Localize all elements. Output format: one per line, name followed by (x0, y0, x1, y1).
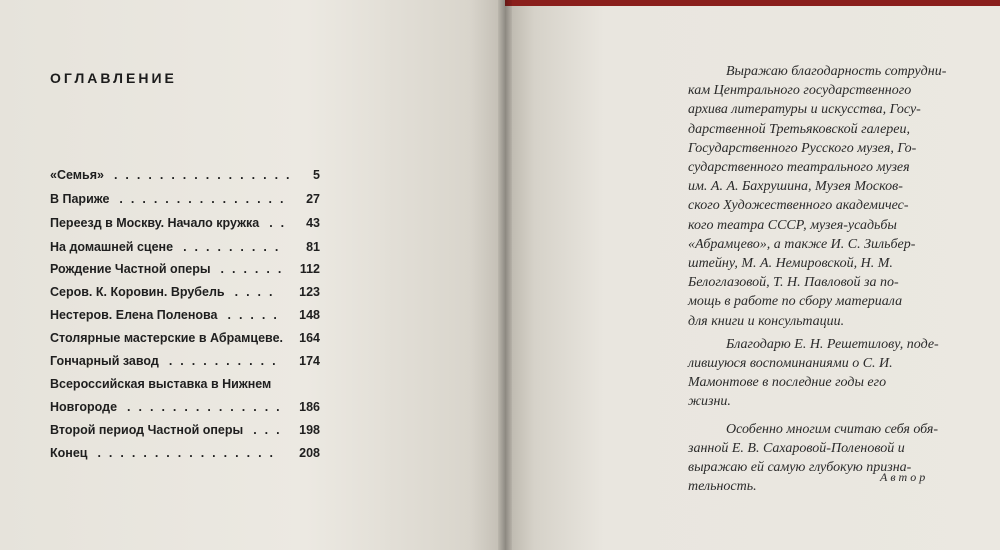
toc-entry (50, 192, 320, 210)
toc-entry-page: 186 (299, 400, 320, 414)
acknowledgement-line: мощь в работе по сбору материала (688, 294, 903, 310)
toc-leader-dots: ................ (97, 446, 282, 460)
acknowledgement-line: сударственного театрального музея (688, 160, 910, 175)
acknowledgement-line: кам Центрального государственного (688, 83, 912, 99)
acknowledgement-line: Мамонтове в последние годы его (688, 375, 887, 391)
acknowledgement-line: штейну, М. А. Немировской, Н. М. (688, 256, 893, 271)
acknowledgement-line: тельность. (688, 479, 757, 495)
toc-entry (50, 240, 320, 258)
toc-leader-dots: ......... (183, 240, 287, 254)
acknowledgement-line: «Абрамцево», а также И. С. Зильбер- (688, 236, 916, 252)
toc-heading: ОГЛАВЛЕНИЕ (50, 70, 177, 86)
toc-entry-title: «Семья» (50, 168, 104, 182)
toc-leader-dots: .... (234, 285, 281, 299)
acknowledgement-line: им. А. А. Бахрушина, Музея Москов- (688, 179, 903, 195)
toc-entry-page: 174 (299, 354, 320, 368)
toc-entry-title: На домашней сцене (50, 240, 174, 254)
acknowledgement-line: лившуюся воспоминаниями о С. И. (688, 356, 893, 371)
toc-entry-title: В Париже (50, 192, 110, 206)
toc-entry-title: Серов. К. Коровин. Врубель (50, 285, 225, 299)
acknowledgement-line: ского Художественного академичес- (688, 198, 909, 214)
acknowledgement-line: кого театра СССР, музея-усадьбы (688, 217, 897, 233)
toc-entry-page: 123 (299, 285, 320, 299)
acknowledgement-line: выражаю ей самую глубокую призна- (688, 460, 912, 475)
acknowledgement-line: Государственного Русского музея, Го- (688, 140, 917, 156)
acknowledgement-line: Выражаю благодарность сотрудни- (726, 64, 947, 79)
toc-entry-title: Нестеров. Елена Поленова (50, 308, 218, 322)
toc-entry-title: Переезд в Москву. Начало кружка (50, 216, 260, 230)
toc-entry-page: 198 (299, 423, 320, 437)
toc-leader-dots: .. (269, 216, 293, 230)
toc-entry-title: Новгороде (50, 400, 118, 414)
toc-entry (50, 308, 320, 326)
toc-entry (50, 400, 320, 418)
acknowledgement-line: Особенно многим считаю себя обя- (726, 421, 939, 437)
toc-leader-dots: ................ (113, 168, 298, 182)
toc-entry (50, 331, 320, 349)
author-signature: Автор (880, 470, 929, 484)
acknowledgement-line: архива литературы и искусства, Госу- (688, 102, 921, 118)
toc-entry-page: 81 (306, 240, 320, 254)
toc-entry-title: Гончарный завод (50, 354, 159, 368)
toc-entry-page: 164 (299, 331, 320, 345)
acknowledgement-line: для книги и консультации. (688, 313, 845, 329)
toc-entry-page: 208 (299, 446, 320, 460)
book-spine (498, 0, 512, 550)
toc-leader-dots: .......... (168, 354, 284, 368)
toc-entry-title: Конец (50, 446, 88, 460)
toc-entry-page: 112 (299, 262, 320, 276)
toc-entry-page: 5 (313, 168, 320, 182)
toc-leader-dots: ..... (227, 308, 285, 322)
toc-entry-title: Всероссийская выставка в Нижнем (50, 377, 272, 391)
acknowledgement-line: Благодарю Е. Н. Решетилову, поде- (726, 336, 939, 352)
toc-entry (50, 262, 320, 280)
acknowledgement-line: занной Е. В. Сахаровой-Поленовой и (688, 440, 905, 456)
toc-leader-dots: ... (253, 423, 288, 437)
toc-entry-page: 43 (306, 216, 320, 230)
toc-entry-page: 27 (306, 192, 320, 206)
toc-entry (50, 377, 320, 395)
toc-entry-title: Второй период Частной оперы (50, 423, 244, 437)
toc-entry-page: 148 (299, 308, 320, 322)
toc-leader-dots: ...... (220, 262, 290, 276)
acknowledgement-line: жизни. (688, 394, 731, 410)
toc-leader-dots: ............... (119, 192, 292, 206)
toc-entry (50, 285, 320, 303)
toc-entry (50, 168, 320, 186)
toc-entry (50, 216, 320, 234)
toc-entry (50, 446, 320, 464)
acknowledgement-line: дарственной Третьяковской галереи, (688, 121, 911, 137)
toc-leader-dots: .............. (127, 400, 288, 414)
toc-entry (50, 354, 320, 372)
cover-edge (505, 0, 1000, 6)
toc-entry-title: Столярные мастерские в Абрамцеве. (50, 331, 283, 345)
toc-entry-title: Рождение Частной оперы (50, 262, 211, 276)
toc-entry (50, 423, 320, 441)
acknowledgement-line: Белоглазовой, Т. Н. Павловой за по- (688, 275, 899, 291)
